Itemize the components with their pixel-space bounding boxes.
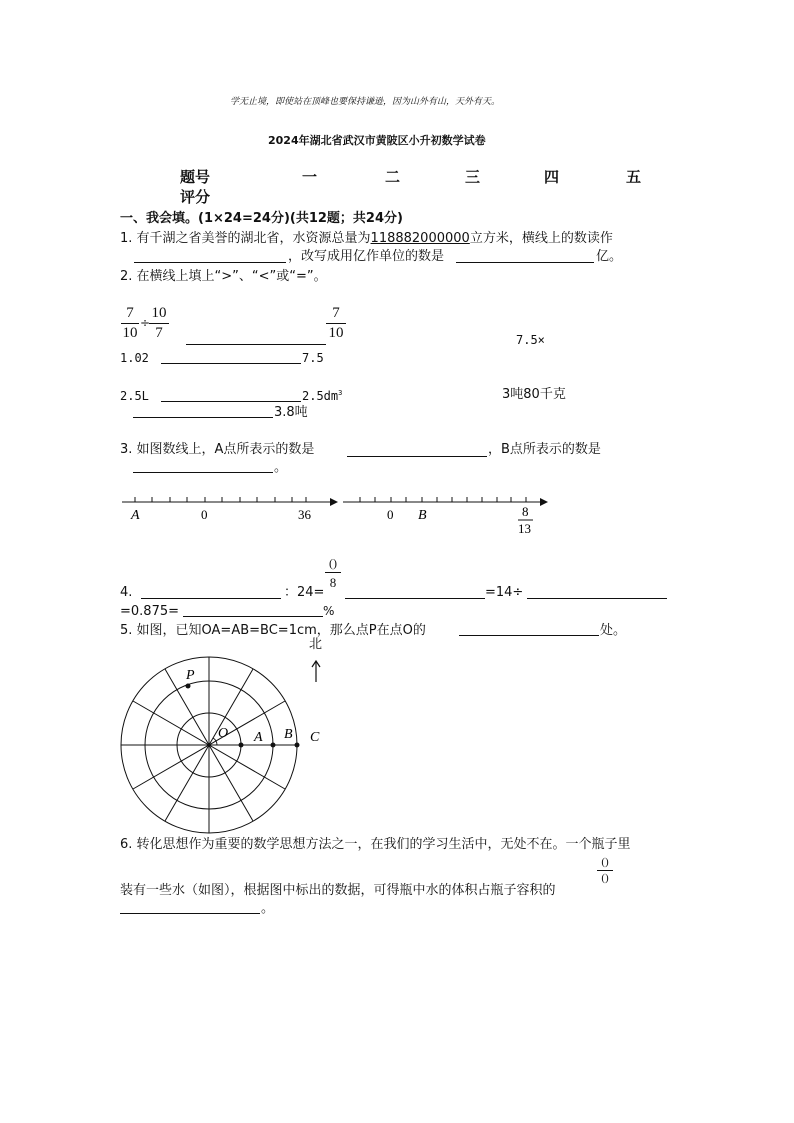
number-line-1-label-0: 0 [201, 507, 208, 522]
section-heading: 一、我会填。(1×24=24分)(共12题；共24分) [120, 211, 403, 226]
q1-answer-blank-1[interactable] [134, 262, 286, 263]
q2-fraction-3: 7 10 [326, 306, 346, 341]
score-table-row1-label: 题号 [180, 168, 211, 186]
q6-answer-blank[interactable] [120, 913, 260, 914]
q2-item-7-5-times: 7.5× [516, 333, 545, 347]
q4-prefix: 4. [120, 585, 133, 600]
q4-percent: % [323, 604, 335, 618]
q4-eq-0875: =0.875= [120, 604, 180, 619]
q2-item-2-5L: 2.5L [120, 389, 149, 403]
page-title: 2024年湖北省武汉市黄陂区小升初数学试卷 [268, 134, 486, 147]
q4-fraction: () 8 [325, 557, 341, 589]
number-line-2-label-0: 0 [387, 507, 394, 522]
score-table-col-5: 五 [626, 168, 642, 186]
polar-label-b: B [284, 727, 293, 742]
q2-item-1-02: 1.02 [120, 351, 149, 365]
q2-answer-blank-4[interactable] [133, 417, 273, 418]
q6-fraction: () () [597, 857, 613, 884]
q1-prefix: 1. 有千湖之省美誉的湖北省，水资源总量为 [120, 231, 371, 246]
score-table-col-3: 三 [465, 168, 481, 186]
q3-text2: ，B点所表示的数是 [488, 442, 601, 457]
q3-answer-blank-b[interactable] [133, 472, 273, 473]
polar-label-p: P [186, 668, 195, 683]
q2-fraction-2: 10 7 [149, 306, 169, 341]
score-table-row2-label: 评分 [180, 188, 211, 206]
q2-fraction-1: 7 10 [122, 305, 138, 341]
motto: 学无止境，即使站在顶峰也要保持谦逊，因为山外有山，天外有天。 [230, 97, 501, 107]
q2-answer-blank-1[interactable] [186, 344, 326, 345]
q5-suffix: 处。 [600, 623, 627, 638]
q3-end: 。 [274, 460, 288, 475]
q4-answer-blank-4[interactable] [183, 616, 323, 617]
q2-item-3-8t: 3.8吨 [274, 405, 308, 420]
q3-answer-blank-a[interactable] [347, 456, 487, 457]
polar-label-a: A [254, 730, 263, 745]
q2-text: 2. 在横线上填上“>”、“<”或“=”。 [120, 269, 327, 284]
q6-end: 。 [261, 901, 275, 916]
number-line-1-label-36: 36 [298, 507, 311, 522]
number-line-2-frac-den: 13 [518, 521, 531, 536]
q1-suffix: 亿。 [596, 249, 623, 264]
q2-answer-blank-2[interactable] [161, 363, 301, 364]
north-label: 北 [309, 637, 323, 652]
number-line-1-label-a: A [131, 508, 140, 523]
q1-middle: 立方米，横线上的数读作 [469, 231, 613, 246]
polar-label-o: O [218, 726, 229, 741]
q4-answer-blank-3[interactable] [527, 598, 667, 599]
number-line-2-frac-num: 8 [522, 504, 529, 519]
polar-label-c: C [310, 730, 320, 745]
q6-line1: 6. 转化思想作为重要的数学思想方法之一，在我们的学习生活中，无处不在。一个瓶子里 [120, 837, 631, 852]
score-table-col-2: 二 [385, 168, 401, 186]
score-table-col-4: 四 [544, 168, 560, 186]
q1-number: 118882000000 [370, 231, 470, 246]
q4-eq-14-div: =14÷ [485, 585, 524, 600]
q1-line1 [120, 232, 613, 245]
q2-item-3t80kg: 3吨80千克 [502, 387, 566, 402]
q6-line2: 装有一些水（如图），根据图中标出的数据，可得瓶中水的体积占瓶子容积的 [120, 883, 556, 898]
number-line-2 [0, 490, 794, 550]
q5-text: 5. 如图，已知OA=AB=BC=1cm，那么点P在点O的 [120, 623, 426, 638]
q2-item-2-5dm3: $2.5dm^3$ [302, 389, 343, 403]
q4-colon-24: ：24= [284, 585, 325, 600]
q2-item-7-5: 7.5 [302, 351, 324, 365]
q1-second: ，改写成用亿作单位的数是 [288, 249, 445, 264]
q4-answer-blank-1[interactable] [141, 598, 281, 599]
number-line-2-label-b: B [418, 508, 427, 523]
q4-answer-blank-2[interactable] [345, 598, 485, 599]
q1-answer-blank-2[interactable] [456, 262, 594, 263]
q2-answer-blank-3[interactable] [161, 401, 301, 402]
polar-diagram [100, 646, 340, 846]
q2-divide-sign: ÷ [140, 316, 151, 330]
q3-text: 3. 如图数线上，A点所表示的数是 [120, 442, 315, 457]
q5-answer-blank[interactable] [459, 635, 599, 636]
score-table-col-1: 一 [302, 168, 318, 186]
